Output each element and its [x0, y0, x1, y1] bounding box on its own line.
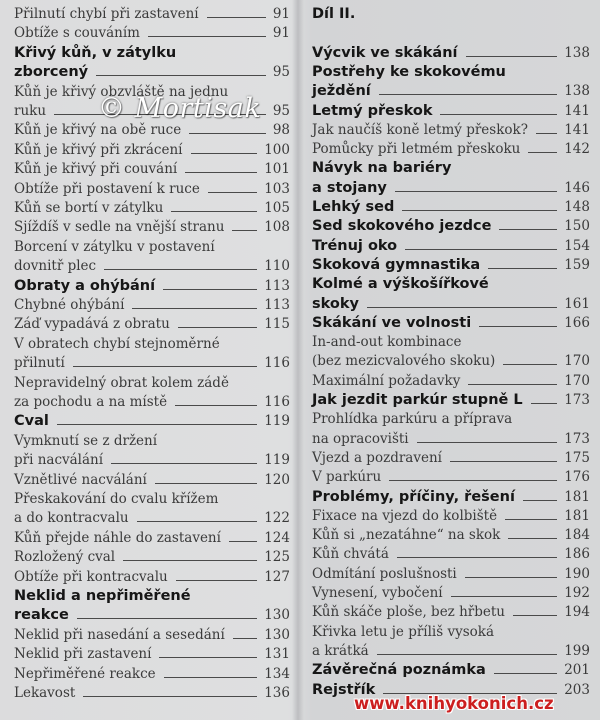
- toc-page-number: 138: [564, 44, 590, 61]
- toc-page-number: 154: [564, 237, 590, 254]
- leader-line: [417, 442, 558, 443]
- toc-entry: [312, 542, 590, 562]
- toc-entry-title: Kůň je křivý při zkrácení: [14, 141, 183, 158]
- toc-page-number: 181: [564, 507, 590, 524]
- toc-entry: [312, 195, 590, 215]
- toc-entry: [14, 21, 290, 41]
- leader-line: [171, 211, 257, 212]
- toc-entry: [14, 312, 290, 332]
- leader-line: [111, 463, 257, 464]
- toc-entry: [312, 446, 590, 466]
- toc-entry: [312, 60, 590, 80]
- toc-page-number: 130: [264, 626, 290, 643]
- toc-entry: [14, 603, 290, 623]
- toc-entry: [14, 41, 290, 61]
- toc-page-number: 170: [564, 372, 590, 389]
- leader-line: [402, 210, 557, 211]
- toc-entry: [14, 545, 290, 565]
- toc-entry: [312, 2, 590, 22]
- toc-page-number: 150: [564, 218, 590, 235]
- toc-entry-title: Neklid při nasedání a sesedání: [14, 626, 225, 643]
- toc-entry: [312, 465, 590, 485]
- toc-page-number: 115: [264, 316, 290, 333]
- toc-entry-title: Výcvik ve skákání: [312, 44, 458, 61]
- toc-entry: [14, 196, 290, 216]
- toc-entry-title: a stojany: [312, 179, 387, 196]
- toc-entry: [14, 642, 290, 662]
- leader-line: [155, 483, 257, 484]
- leader-line: [185, 172, 257, 173]
- toc-entry-title: Rozložený cval: [14, 549, 116, 566]
- toc-entry-title: Sed skokového jezdce: [312, 218, 492, 235]
- toc-page-number: 120: [264, 471, 290, 488]
- toc-entry: [312, 562, 590, 582]
- toc-page-number: 201: [564, 662, 590, 679]
- toc-page-number: 190: [564, 565, 590, 582]
- toc-page-number: 122: [264, 510, 290, 527]
- leader-line: [440, 114, 557, 115]
- leader-line: [96, 75, 266, 76]
- toc-entry-title: Díl II.: [312, 6, 356, 22]
- toc-page-number: 134: [264, 665, 290, 682]
- toc-entry: [312, 253, 590, 273]
- toc-entry-title: Cval: [14, 413, 49, 430]
- toc-page-number: 186: [564, 546, 590, 563]
- leader-line: [465, 577, 557, 578]
- toc-entry-title: Chybné ohýbání: [14, 297, 125, 313]
- leader-line: [466, 56, 558, 57]
- toc-entry-title: Vznětlivé nacválání: [14, 471, 147, 488]
- toc-entry: [312, 99, 590, 119]
- toc-entry-title: Sjíždíš v sedle na vnější stranu: [14, 219, 225, 236]
- toc-entry-title: ruku: [14, 103, 47, 119]
- toc-page-number: 161: [564, 295, 590, 312]
- toc-entry-title: Pomůcky při letmém přeskoku: [312, 141, 521, 158]
- toc-entry: [14, 2, 290, 22]
- toc-entry-title: skoky: [312, 295, 359, 312]
- toc-entry: [312, 156, 590, 176]
- toc-entry: [14, 215, 290, 235]
- toc-entry: [312, 272, 590, 292]
- toc-page-number: 184: [564, 527, 590, 544]
- toc-entry: [312, 600, 590, 620]
- leader-line: [395, 191, 557, 192]
- toc-entry-title: Křivka letu je příliš vysoká: [312, 623, 494, 640]
- toc-entry-title: Křivý kůň, v zátylku: [14, 44, 177, 61]
- toc-page-number: 159: [564, 256, 590, 273]
- toc-entry-title: Kůň je křivý při couvání: [14, 161, 178, 178]
- toc-entry: [312, 214, 590, 234]
- toc-page-number: 124: [264, 529, 290, 546]
- leader-line: [523, 500, 557, 501]
- toc-entry: [312, 620, 590, 640]
- toc-entry: [14, 409, 290, 429]
- toc-entry-title: Obraty a ohýbání: [14, 277, 156, 294]
- toc-entry: [14, 332, 290, 352]
- toc-entry-title: Skoková gymnastika: [312, 256, 481, 273]
- toc-page-number: 136: [264, 685, 290, 701]
- toc-entry-title: a do kontracvalu: [14, 510, 129, 527]
- toc-page-number: 192: [564, 585, 590, 601]
- toc-page-number: 138: [564, 83, 590, 100]
- leader-line: [513, 615, 557, 616]
- toc-entry: [14, 565, 290, 585]
- leader-line: [536, 133, 557, 134]
- leader-line: [73, 366, 257, 367]
- toc-entry: [312, 523, 590, 543]
- toc-entry-title: Kůň se bortí v zátylku: [14, 200, 164, 216]
- toc-page-number: 141: [564, 121, 590, 138]
- toc-entry: [312, 485, 590, 505]
- toc-page-number: 173: [564, 430, 590, 447]
- toc-entry: [14, 623, 290, 643]
- leader-line: [77, 618, 257, 619]
- toc-entry: [14, 60, 290, 80]
- toc-page-number: 142: [564, 141, 590, 158]
- toc-entry-title: Přeskakování do cvalu křížem: [14, 491, 219, 507]
- toc-entry: [312, 234, 590, 254]
- toc-entry-title: Nepřiměřené reakce: [14, 665, 156, 682]
- toc-entry: [312, 21, 590, 41]
- toc-page-number: 108: [264, 219, 290, 236]
- toc-page-number: 95: [272, 103, 290, 119]
- toc-entry-title: V parkúru: [312, 469, 382, 486]
- footer-url[interactable]: www.knihyokonich.cz: [354, 694, 554, 713]
- leader-line: [207, 17, 266, 18]
- toc-entry-title: Jak jezdit parkúr stupně L: [312, 392, 523, 408]
- leader-line: [123, 560, 257, 561]
- toc-entry-title: Kůň přejde náhle do zastavení: [14, 529, 221, 546]
- toc-entry-title: V obratech chybí stejnoměrné: [14, 335, 220, 352]
- toc-page-number: 125: [264, 549, 290, 566]
- toc-entry-title: Kůň chvátá: [312, 546, 389, 563]
- toc-entry: [14, 662, 290, 682]
- leader-line: [494, 673, 557, 674]
- toc-entry-title: (bez mezicvalového skoku): [312, 353, 496, 370]
- leader-line: [468, 384, 557, 385]
- toc-entry: [312, 176, 590, 196]
- leader-line: [479, 326, 557, 327]
- toc-page-number: 113: [264, 277, 290, 294]
- leader-line: [508, 538, 557, 539]
- toc-entry-title: Vynesení, vybočení: [312, 585, 443, 601]
- toc-entry: [312, 581, 590, 601]
- toc-page-number: 127: [264, 568, 290, 585]
- toc-page-number: 181: [564, 488, 590, 505]
- toc-entry-title: Jak naučíš koně letmý přeskok?: [312, 121, 528, 138]
- toc-entry-title: a krátká: [312, 642, 369, 659]
- toc-entry-title: za pochodu a na místě: [14, 394, 168, 410]
- leader-line: [451, 596, 558, 597]
- toc-entry: [312, 137, 590, 157]
- toc-page-number: 116: [264, 394, 290, 410]
- leader-line: [137, 521, 258, 522]
- toc-entry-title: Borcení v zátylku v postavení: [14, 238, 215, 255]
- toc-entry: [14, 506, 290, 526]
- toc-page-number: 176: [564, 469, 590, 486]
- toc-entry-title: Kůň je křivý obzvláště na jednu: [14, 83, 229, 100]
- toc-entry-title: Kůň si „nezatáhne“ na skok: [312, 527, 501, 544]
- toc-entry: [14, 448, 290, 468]
- toc-entry-title: Vymknutí se z držení: [14, 432, 158, 449]
- toc-entry-title: při nacválání: [14, 452, 104, 469]
- toc-entry: [312, 41, 590, 61]
- toc-entry: [14, 293, 290, 313]
- leader-line: [505, 519, 557, 520]
- toc-page-number: 173: [564, 392, 590, 408]
- toc-entry: [14, 351, 290, 371]
- toc-entry-title: Nepravidelný obrat kolem zádě: [14, 374, 229, 391]
- toc-entry: [14, 235, 290, 255]
- toc-entry-title: In-and-out kombinace: [312, 334, 462, 351]
- toc-entry-title: Letmý přeskok: [312, 102, 433, 119]
- leader-line: [175, 405, 257, 406]
- leader-line: [503, 364, 557, 365]
- toc-entry: [312, 639, 590, 659]
- leader-line: [450, 461, 557, 462]
- toc-entry: [14, 177, 290, 197]
- toc-page-number: 170: [564, 353, 590, 370]
- toc-entry: [312, 407, 590, 427]
- toc-entry-title: reakce: [14, 607, 69, 624]
- toc-page-number: 148: [564, 199, 590, 215]
- leader-line: [189, 133, 266, 134]
- toc-entry: [312, 349, 590, 369]
- leader-line: [229, 541, 257, 542]
- toc-entry-title: Fixace na vjezd do kolbiště: [312, 507, 498, 524]
- toc-page-number: 119: [264, 452, 290, 469]
- toc-entry: [14, 390, 290, 410]
- page-gutter: [292, 0, 304, 720]
- toc-page-number: 91: [272, 6, 290, 22]
- toc-page-number: 95: [272, 64, 290, 81]
- toc-entry-title: Trénuj oko: [312, 237, 398, 254]
- toc-entry-title: Skákání ve volnosti: [312, 314, 472, 331]
- leader-line: [377, 654, 558, 655]
- toc-entry: [312, 118, 590, 138]
- toc-page-number: 100: [264, 141, 290, 158]
- toc-entry: [312, 427, 590, 447]
- leader-line: [132, 308, 257, 309]
- toc-entry-title: na opracovišti: [312, 430, 409, 447]
- toc-entry: [312, 292, 590, 312]
- toc-entry-title: Lekavost: [14, 685, 76, 701]
- toc-entry-title: přilnutí: [14, 355, 65, 372]
- toc-entry-title: Obtíže s couváním: [14, 25, 140, 42]
- toc-entry-title: zborcený: [14, 64, 89, 81]
- toc-entry: [312, 311, 590, 331]
- leader-line: [405, 249, 557, 250]
- toc-entry-title: Prohlídka parkúru a příprava: [312, 411, 513, 428]
- toc-entry-title: Obtíže při postavení k ruce: [14, 180, 200, 197]
- toc-page-number: 130: [264, 607, 290, 624]
- toc-page-number: 91: [272, 25, 290, 42]
- leader-line: [163, 289, 257, 290]
- toc-page-number: 101: [264, 161, 290, 178]
- leader-line: [104, 269, 257, 270]
- toc-entry: [312, 504, 590, 524]
- toc-entry-title: Problémy, příčiny, řešení: [312, 488, 515, 505]
- toc-page-number: 203: [564, 681, 590, 698]
- toc-page-number: 166: [564, 314, 590, 331]
- toc-entry: [14, 429, 290, 449]
- toc-entry: [14, 138, 290, 158]
- toc-page-number: 131: [264, 646, 290, 663]
- leader-line: [232, 230, 257, 231]
- toc-page-number: 116: [264, 355, 290, 372]
- toc-page-number: 98: [272, 122, 290, 139]
- leader-line: [389, 480, 557, 481]
- toc-entry-title: Maximální požadavky: [312, 372, 461, 389]
- toc-page-number: 141: [564, 102, 590, 119]
- toc-entry-title: Závěrečná poznámka: [312, 662, 486, 679]
- leader-line: [208, 192, 257, 193]
- toc-entry: [312, 330, 590, 350]
- toc-entry-title: Lehký sed: [312, 199, 395, 215]
- leader-line: [178, 327, 257, 328]
- toc-page-number: 113: [264, 297, 290, 313]
- leader-line: [233, 638, 257, 639]
- toc-entry-title: dovnitř plec: [14, 258, 97, 275]
- toc-entry-title: Kůň skáče ploše, bez hřbetu: [312, 604, 505, 621]
- toc-entry-title: Kolmé a výškošířkové: [312, 276, 489, 293]
- toc-entry: [312, 79, 590, 99]
- toc-entry: [312, 658, 590, 678]
- leader-line: [164, 677, 258, 678]
- leader-line: [367, 307, 557, 308]
- toc-entry-title: Kůň je křivý na obě ruce: [14, 122, 182, 139]
- toc-entry: [14, 157, 290, 177]
- leader-line: [176, 580, 257, 581]
- toc-entry-title: Neklid a nepřiměřené: [14, 588, 191, 604]
- toc-entry: [14, 681, 290, 701]
- leader-line: [488, 268, 557, 269]
- leader-line: [379, 94, 557, 95]
- toc-entry-title: Vjezd a pozdravení: [312, 449, 442, 466]
- leader-line: [159, 657, 257, 658]
- toc-entry: [14, 526, 290, 546]
- leader-line: [191, 153, 258, 154]
- toc-entry: [14, 274, 290, 294]
- toc-page-number: 103: [264, 180, 290, 197]
- toc-entry: [14, 254, 290, 274]
- toc-entry: [14, 487, 290, 507]
- toc-page-number: 199: [564, 642, 590, 659]
- toc-page-number: 105: [264, 200, 290, 216]
- toc-entry-title: Záď vypadává z obratu: [14, 316, 170, 333]
- leader-line: [148, 36, 266, 37]
- toc-entry-title: Rejstřík: [312, 681, 376, 698]
- toc-entry: [14, 584, 290, 604]
- toc-entry-title: Postřehy ke skokovému: [312, 63, 506, 80]
- leader-line: [57, 424, 257, 425]
- toc-page-number: 146: [564, 179, 590, 196]
- toc-page-number: 110: [264, 258, 290, 275]
- toc-page-number: 194: [564, 604, 590, 621]
- leader-line: [397, 557, 557, 558]
- toc-entry-title: Přilnutí chybí při zastavení: [14, 6, 199, 22]
- leader-line: [83, 696, 257, 697]
- toc-page-number: 175: [564, 449, 590, 466]
- leader-line: [531, 403, 558, 404]
- toc-entry-title: Odmítání poslušnosti: [312, 565, 457, 582]
- toc-entry-title: ježdění: [312, 83, 371, 100]
- toc-entry: [312, 369, 590, 389]
- watermark: © Mortisak: [98, 93, 262, 124]
- leader-line: [528, 152, 557, 153]
- toc-entry-title: Návyk na bariéry: [312, 160, 452, 177]
- leader-line: [499, 229, 557, 230]
- toc-entry: [312, 388, 590, 408]
- toc-page-number: 119: [264, 413, 290, 430]
- toc-entry-title: Obtíže při kontracvalu: [14, 568, 168, 585]
- toc-entry-title: Neklid při zastavení: [14, 646, 152, 663]
- toc-entry: [14, 371, 290, 391]
- toc-entry: [14, 468, 290, 488]
